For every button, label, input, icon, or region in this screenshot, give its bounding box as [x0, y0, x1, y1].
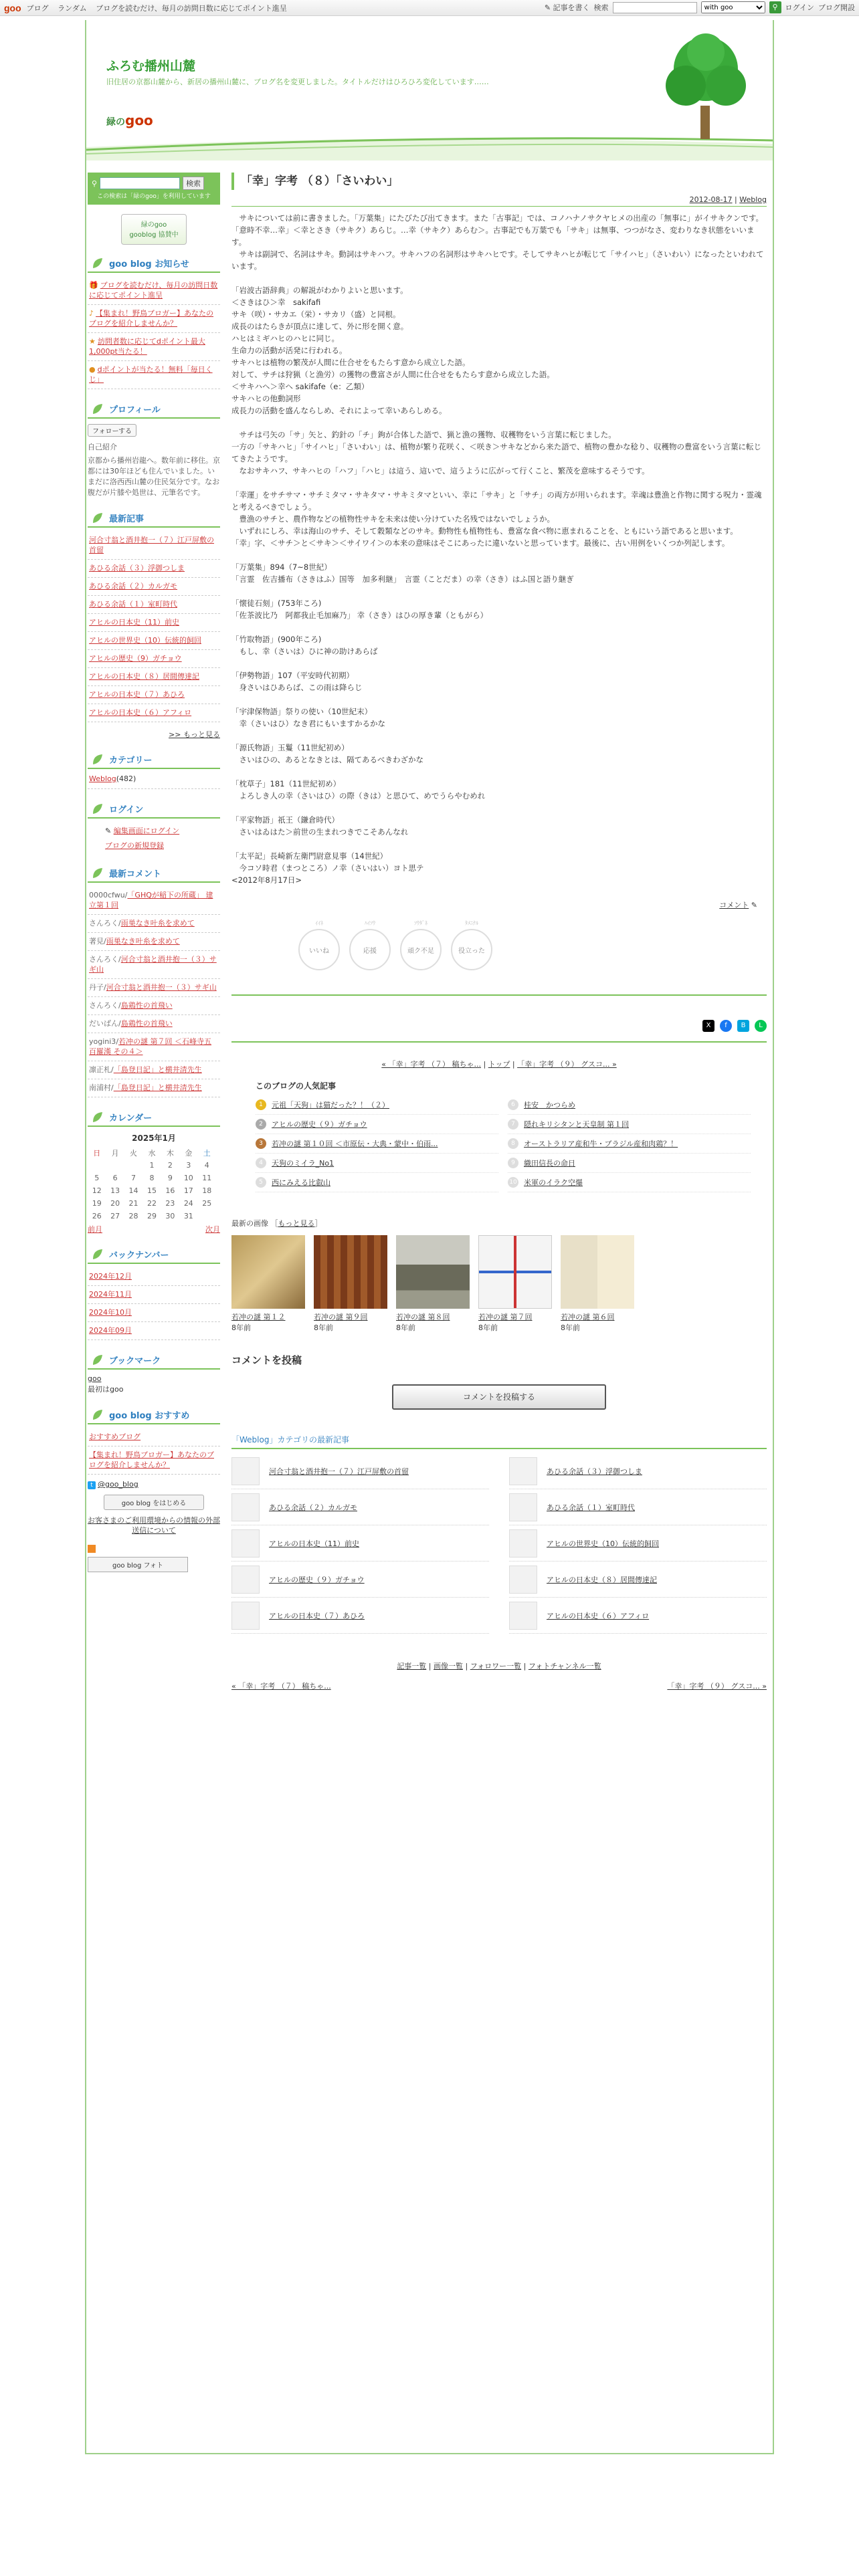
crown-icon: 1 [256, 1099, 266, 1110]
sidebar-search-button[interactable]: 検索 [183, 177, 204, 190]
recent-article-link[interactable]: アヒルの日本史（７）あひろ [88, 686, 220, 704]
bottom-next-post-link[interactable]: 「幸」字考 （９） グスコ... » [667, 1682, 767, 1691]
backnumber-link[interactable]: 2024年10月 [88, 1304, 220, 1322]
news-item[interactable]: ★ 訪問者数に応じてdポイント最大1,000pt当たる！ [88, 333, 220, 361]
twitter-icon: t [88, 1481, 96, 1489]
category-latest-item[interactable]: 河合寸翁と酒井抱一（７）江戸屏敷の首留 [231, 1453, 489, 1489]
image-list-link[interactable]: 画像一覧 [434, 1662, 464, 1671]
comment-item[interactable]: 南浦村/「島登日記」と横井清先生 [88, 1079, 220, 1097]
post-comment-heading: コメントを投稿 [231, 1354, 302, 1366]
comment-link-row [231, 899, 767, 910]
leaf-icon [90, 802, 105, 815]
news-heading: goo blog お知らせ [88, 254, 220, 273]
category-latest-item[interactable]: アヒルの日本史（８）居間傳達記 [509, 1562, 767, 1598]
post-meta: 2012-08-17 | Weblog [231, 195, 767, 207]
popular-item[interactable]: 5 西にみえる比叡山 [256, 1173, 498, 1192]
post-paragraph: 「宇津保物語」祭りの使い（10世紀末） 幸（さいはひ）なき君にもいますかるかな [231, 707, 385, 728]
latest-images-row [231, 1235, 767, 1333]
profile-heading: プロフィール [88, 400, 220, 419]
calendar-table: 日 月 火 水 木 金 土 1 2 3 4 5 6 7 8 9 10 11 12 13 14 15 16 17 18 19 20 21 22 23 24 25 26 27 28 29 30 31 [92, 1148, 212, 1220]
hatena-share-icon[interactable]: B [737, 1020, 749, 1032]
post-body [231, 212, 767, 886]
search-icon: ⚲ [92, 179, 98, 188]
category-latest-item[interactable]: あひる余話（１）室町時代 [509, 1489, 767, 1525]
image-card[interactable]: 若冲の謎 第６回 8年前 [561, 1235, 634, 1333]
latest-comments-section [88, 864, 220, 1097]
login-heading: ログイン [88, 800, 220, 819]
leaf-icon [90, 256, 105, 270]
document-icon [231, 1529, 260, 1558]
gift-icon: 🎁 [89, 281, 98, 290]
sidebar [88, 173, 220, 1583]
comment-item[interactable]: 丹子/河合寸翁と酒井抱一（３）サギ山 [88, 979, 220, 997]
coin-icon: ● [89, 365, 96, 374]
post-paragraph: 「幸運」をサチサマ・サチミタマ・サキタマ・サキミタマといい、幸に「サキ」と「サチ」の両方が用いられます。幸魂は豊漁と作物に関する呪力・霊魂と考えるべきでしょう。 豊漁のサチと、農作物などの植物性サキを未来は使い分けていた名残ではないでしょうか。 いずれにしろ、幸は海山のサチ、そして穀類などのサキ。動物性も植物性も、豊富な食べ物に恵まれることを、ともにいう語であると思います。 「幸」字、＜サチ＞と＜サキ＞＜サイワイ＞の本来の意味はそこにあったに違いないと思っています。最後に、古い用例をいくつか列記します。 [231, 490, 762, 548]
post-paragraph: 「万葉集」894（7~8世紀） 「言霊 佐吉播布（さきはふ）国等 加多利継」 言霊（ことだま）の幸（さき）はふ国と語り継ぎ [231, 562, 574, 584]
post-paragraph: 「平家物語」祇王（鎌倉時代） さいはゐはた＞前世の生まれつきでこそあんなれ [231, 815, 409, 837]
popular-item[interactable]: 9 織田信長の命日 [508, 1154, 751, 1173]
bookmark-heading: ブックマーク [88, 1351, 220, 1370]
topnav-random[interactable]: ランダム [58, 3, 87, 13]
goo-logo[interactable]: goo [4, 2, 21, 13]
profile-section [88, 400, 220, 498]
reaction-cheer[interactable]: ﾊｲｿｳ 応援 [349, 929, 391, 970]
topnav-blog[interactable]: ブログ [26, 3, 49, 13]
note-icon: ♪ [89, 309, 94, 318]
reaction-insufficient[interactable]: ｿｳﾀﾞﾈ 頑ク不足 [400, 929, 442, 970]
register-link[interactable]: ブログの新規登録 [105, 841, 164, 850]
reaction-like[interactable]: ｲｲﾈ いいね [298, 929, 340, 970]
news-section [88, 254, 220, 389]
latest-images-heading: 最新の画像 ［もっと見る］ [231, 1219, 322, 1228]
rank-icon: 6 [508, 1099, 518, 1110]
comment-item[interactable]: 著見/雨巣なき叶糸を求めて [88, 933, 220, 951]
post-paragraph: 「岩波古語辞典」の解説がわかりよいと思います。 ＜さきはひ＞幸 sakifafi サキ（咲）・サカエ（栄）・サカリ（盛）と同根。 成長のはたらきが頂点に達して、外に形を開く意。 ハヒはミギハヒのハヒに同じ。 生命力の活動が活発に行われる。 サキハヒは植物の繁茂が人間に仕合せをもたらす意から成立した語。 対して、サチは狩猟（と漁労）の獲物の豊富さが人間に仕合せをもたらす意から成立した語。 ＜サキハヘ＞幸へ sakifafe（e：乙類） サキハヒの他動詞形 成長力の活動を盛んならしめ、それによって幸いあらしめる。 [231, 286, 555, 415]
osusume-heading: goo blog おすすめ [88, 1406, 220, 1424]
more-articles-link[interactable]: >> もっと見る [169, 730, 220, 739]
edit-login-link[interactable]: ✎ 編集画面にログイン [105, 827, 180, 835]
search-scope-select[interactable] [701, 1, 765, 13]
sidebar-search [88, 173, 220, 205]
post-comment-button[interactable]: コメントを投稿する [392, 1384, 606, 1410]
popular-articles [256, 1080, 751, 1192]
osusume-link[interactable]: 【集まれ！野鳥ブロガー】あなたのブログを紹介しませんか？ [88, 1446, 220, 1475]
backnumber-link[interactable]: 2024年12月 [88, 1268, 220, 1286]
calendar-month: 2025年1月 [132, 1134, 176, 1143]
blog-title[interactable]: ふろむ播州山麓 [106, 59, 196, 74]
bottom-prev-post-link[interactable]: « 「幸」字考 （７） 稿ちゃ... [231, 1682, 331, 1691]
comment-item[interactable]: 0000cfwu/「GHQが稲下の所蔵」 建立第１回 [88, 887, 220, 915]
document-icon [509, 1566, 537, 1594]
next-post-link[interactable]: 「幸」字考 （９） グスコ... » [517, 1060, 617, 1069]
photo-channel-list-link[interactable]: フォトチャンネル一覧 [528, 1662, 601, 1671]
image-card[interactable]: 若冲の謎 第１２ 8年前 [231, 1235, 305, 1333]
more-images-link[interactable]: もっと見る [278, 1219, 315, 1228]
blog-header [86, 20, 773, 165]
facebook-share-icon[interactable]: f [720, 1020, 732, 1032]
recent-article-link[interactable]: 河合寸翁と酒井抱一（７）江戸屏敷の首留 [88, 532, 220, 560]
calendar-heading: カレンダー [88, 1108, 220, 1127]
post-paragraph: 「太平記」長崎新左衛門尉意見事（14世紀） 今コソ時君（まつところ）ノ幸（さいはい）ヨト思テ <2012年8月17日> [231, 851, 424, 885]
recent-article-link[interactable]: アヒルの世界史（10）伝統的飼回 [88, 632, 220, 650]
share-buttons [231, 1020, 767, 1032]
image-thumbnail [231, 1235, 305, 1309]
image-card[interactable]: 若冲の謎 第８回 8年前 [396, 1235, 470, 1333]
search-note: この検索は「緑のgoo」を利用しています [97, 193, 211, 200]
document-icon [509, 1493, 537, 1521]
rank-icon: 5 [256, 1177, 266, 1188]
backnumber-link[interactable]: 2024年11月 [88, 1286, 220, 1304]
comment-item[interactable]: さんろく/河合寸翁と酒井抱一（３）サギ山 [88, 951, 220, 979]
bottom-links: 記事一覧 | 画像一覧 | フォロワー一覧 | フォトチャンネル一覧 [397, 1662, 601, 1671]
leaf-icon [90, 511, 105, 524]
category-item-weblog[interactable]: Weblog(482) [88, 769, 220, 789]
leaf-icon [90, 1110, 105, 1123]
leaf-icon [90, 402, 105, 415]
post-paragraph: 「竹取物語」(900年ころ) もし、幸（さいは）ひに神の助けあらば [231, 635, 378, 656]
image-card[interactable]: 若冲の謎 第９回 8年前 [314, 1235, 387, 1333]
calendar-prev-link[interactable]: 前月 [88, 1225, 102, 1234]
write-article-link[interactable]: ✎ 記事を書く [544, 3, 590, 12]
blog-start-link[interactable]: ブログ開設 [818, 3, 855, 12]
image-thumbnail [478, 1235, 552, 1309]
post-paragraph: 「源氏物語」玉鬘（11世紀初め） さいはひの、あるとなきとは、隔てあるべきわざかな [231, 743, 424, 764]
comment-item[interactable]: さんろく/島鶏性の首飛い [88, 997, 220, 1015]
recent-article-link[interactable]: あひる余話（１）室町時代 [88, 596, 220, 614]
crown-icon: 2 [256, 1119, 266, 1130]
post-paragraph: サチは弓矢の「サ」矢と、釣針の「チ」鉤が合体した語で、猟と漁の獲物、収穫物をいう言葉に転じました。 一方の「サキハヒ」「サイハヒ」「さいわい」は、植物が繁り花咲く、＜咲き＞サキなどから来た語で、植物の豊かな稔り、収穫物の豊富をいう言葉に転じてきたようです。 なおサキハフ、サキハヒの「ハフ」「ハヒ」は這う、這いで、這うように広がって行くこと、繁茂を意味するそうです。 [231, 430, 761, 475]
recent-article-link[interactable]: アヒルの歴史（9）ガチョウ [88, 650, 220, 668]
category-section [88, 750, 220, 789]
category-latest-item[interactable]: アヒルの世界史（10）伝統的飼回 [509, 1525, 767, 1562]
reaction-helpful[interactable]: ﾀﾒﾆﾅﾙ 役立った [451, 929, 492, 970]
leaf-icon [90, 866, 105, 879]
category-latest-item[interactable]: アヒルの歴史（９）ガチョウ [231, 1562, 489, 1598]
popular-title: このブログの人気記事 [256, 1081, 337, 1091]
image-thumbnail [314, 1235, 387, 1309]
category-latest-heading: 「Weblog」カテゴリの最新記事 [231, 1434, 767, 1449]
backnumber-heading: バックナンバー [88, 1245, 220, 1264]
popular-item[interactable]: 10 米軍のイラク空爆 [508, 1173, 751, 1192]
document-icon [509, 1602, 537, 1630]
image-card[interactable]: 若冲の謎 第７回 8年前 [478, 1235, 552, 1333]
osusume-section [88, 1406, 220, 1572]
leaf-icon [90, 1247, 105, 1261]
category-latest-item[interactable]: アヒルの日本史（７）あひろ [231, 1598, 489, 1634]
blog-description: 旧住居の京都山麓から、新居の播州山麓に、ブログ名を変更しました。タイトルだけはひろひろ変化しています…… [106, 78, 489, 86]
sidebar-search-input[interactable] [100, 177, 180, 189]
rank-icon: 4 [256, 1158, 266, 1168]
comments-heading: 最新コメント [88, 864, 220, 883]
recent-heading: 最新記事 [88, 509, 220, 528]
pencil-icon[interactable]: ✎ [751, 901, 757, 909]
follow-button[interactable]: フォローする [88, 424, 136, 437]
external-transmission-notice[interactable]: お客さまのご利用環境からの情報の外部送信について [88, 1516, 220, 1535]
bookmark-link[interactable]: goo [88, 1374, 102, 1383]
post-date[interactable]: 2012-08-17 [689, 195, 733, 204]
leaf-icon [90, 1408, 105, 1421]
leaf-icon [90, 1353, 105, 1366]
recent-articles-section [88, 509, 220, 740]
article-list-link[interactable]: 記事一覧 [397, 1662, 427, 1671]
comment-item[interactable]: だいばん/島鶏性の首飛い [88, 1015, 220, 1033]
pencil-icon: ✎ [105, 827, 114, 835]
calendar-section [88, 1108, 220, 1235]
profile-text: 京都から播州岩龍へ。数年前に移住。京都には30年ほども住んでいました。いまだに洛西西山麓の住民気分です。なお腹だが片膝や処世は、元筆名です。 [88, 456, 220, 497]
reaction-buttons [298, 920, 767, 970]
category-latest-item[interactable]: あひる余話（２）カルガモ [231, 1489, 489, 1525]
backnumber-section [88, 1245, 220, 1340]
profile-label: 自己紹介 [88, 443, 117, 451]
post-paragraph: 「枕草子」181（11世紀初め） よろしき人の幸（さいはひ）の際（きは）と思ひて、めでうらやむめれ [231, 779, 486, 800]
news-item[interactable]: ● dポイントが当たる！無料「毎日くじ」 [88, 361, 220, 389]
main-content [231, 173, 767, 1691]
document-icon [231, 1457, 260, 1485]
news-item[interactable]: ♪ 【集まれ！野鳥ブロガー】あなたのブログを紹介しませんか？ [88, 305, 220, 333]
star-icon: ★ [89, 337, 96, 346]
document-icon [231, 1566, 260, 1594]
midori-goo-banner[interactable]: 緑のgoo gooblog 協賛中 [121, 214, 187, 245]
post-pager: « 「幸」字考 （７） 稿ちゃ... | トップ | 「幸」字考 （９） グスコ... » [381, 1060, 617, 1069]
comment-item[interactable]: yogini3/若冲の謎 第７回 ＜石峰寺五百羅漢 その４＞ [88, 1033, 220, 1061]
rank-icon: 8 [508, 1138, 518, 1149]
recent-article-link[interactable]: あひる余話（２）カルガモ [88, 578, 220, 596]
top-link[interactable]: トップ [488, 1060, 510, 1069]
follower-list-link[interactable]: フォロワー一覧 [470, 1662, 522, 1671]
category-latest-item[interactable]: あひる余話（３）浮御つしま [509, 1453, 767, 1489]
category-latest-list [231, 1453, 767, 1634]
popular-item[interactable]: 3 若冲の謎 第１０回 ＜市原伝・大典・蒙中・伯雨... [256, 1134, 498, 1154]
login-section [88, 800, 220, 853]
tree-illustration [659, 32, 753, 146]
x-share-icon[interactable]: X [702, 1020, 714, 1032]
post-paragraph: サキについては前に書きました。「万葉集」にたびたび出てきます。また「古事記」では、コノハナノサクヤヒメの出産の「無事に」がイサキクンです。「意時不幸…幸」＜幸とさき（サキク）あらじ。…幸（サキク）あらむ＞。古事記でも万葉でも「サキ」は無事、つつがなさ、変わりなき状態をいいます。 サキは副詞で、名詞はサキ。動詞はサキハフ。サキハフの名詞形はサキハヒです。そしてサキハヒが転じて「サイハヒ」（さいわい）になったといわれています。 [231, 213, 764, 271]
calendar-next-link[interactable]: 次月 [205, 1225, 220, 1234]
popular-item[interactable]: 2 アヒルの歴史（９）ガチョウ [256, 1115, 498, 1134]
rank-icon: 7 [508, 1119, 518, 1130]
crown-icon: 3 [256, 1138, 266, 1149]
divider [231, 994, 767, 996]
document-icon [231, 1493, 260, 1521]
popular-item[interactable]: 6 桂安 かつらめ [508, 1095, 751, 1115]
post-title[interactable]: 「幸」字考 （８）「さいわい」 [231, 173, 767, 190]
twitter-link[interactable]: t @goo_blog [88, 1480, 220, 1489]
goo-blog-photo-badge[interactable]: goo blog フォト [88, 1557, 188, 1572]
document-icon [509, 1457, 537, 1485]
search-label: 検索 [593, 3, 609, 12]
rss-icon[interactable] [88, 1545, 96, 1553]
recent-article-link[interactable]: あひる余話（３）浮御つしま [88, 560, 220, 578]
backnumber-link[interactable]: 2024年09月 [88, 1322, 220, 1340]
image-thumbnail [396, 1235, 470, 1309]
calendar [88, 1132, 220, 1235]
osusume-link[interactable]: おすすめブログ [88, 1428, 220, 1446]
bottom-pager [231, 1681, 767, 1691]
popular-item[interactable]: 8 オーストラリア産和牛・ブラジル産和肉鶏？！ [508, 1134, 751, 1154]
document-icon [231, 1602, 260, 1630]
document-icon [509, 1529, 537, 1558]
category-latest-item[interactable]: アヒルの日本史（11）前史 [231, 1525, 489, 1562]
topnav-points[interactable]: ブログを読むだけ、毎月の訪問日数に応じてポイント進呈 [96, 3, 287, 13]
goo-topbar [0, 0, 859, 16]
midori-goo-logo[interactable]: 緑のgoo [106, 112, 153, 128]
comment-item[interactable]: さんろく/雨巣なき叶糸を求めて [88, 915, 220, 933]
comment-link[interactable]: コメント [719, 901, 749, 909]
top-search-input[interactable] [613, 2, 697, 13]
login-link[interactable]: ログイン [785, 3, 814, 12]
recent-article-link[interactable]: アヒルの日本史（６）アフィロ [88, 704, 220, 722]
divider [231, 1041, 767, 1043]
line-share-icon[interactable]: L [755, 1020, 767, 1032]
bookmark-section [88, 1351, 220, 1395]
recent-article-link[interactable]: アヒルの日本史（８）居間傳達記 [88, 668, 220, 686]
post-paragraph: 「伊勢物語」107（平安時代初期） 身さいはひあらば、この雨は降らじ [231, 671, 363, 692]
post-category[interactable]: Weblog [739, 195, 767, 204]
rank-icon: 9 [508, 1158, 518, 1168]
category-heading: カテゴリー [88, 750, 220, 769]
leaf-icon [90, 752, 105, 766]
image-thumbnail [561, 1235, 634, 1309]
rank-icon: 10 [508, 1177, 518, 1188]
post-paragraph: 「懐徒石刻」(753年ころ) 「佐茶波比乃 阿都我止毛加麻乃」 幸（さき）はひの厚き輩（ともがら） [231, 599, 488, 620]
bookmark-link[interactable]: 最初はgoo [88, 1385, 124, 1394]
recent-article-link[interactable]: アヒルの日本史（11）前史 [88, 614, 220, 632]
prev-post-link[interactable]: « 「幸」字考 （７） 稿ちゃ... [381, 1060, 482, 1069]
blog-frame [85, 20, 774, 2454]
popular-item[interactable]: 4 天狗のミイラ_No1 [256, 1154, 498, 1173]
popular-item[interactable]: 7 隠れキリシタンと天皇制 第１回 [508, 1115, 751, 1134]
comment-item[interactable]: 凛正札/「島登日記」と横井清先生 [88, 1061, 220, 1079]
category-latest-item[interactable]: アヒルの日本史（６）アフィロ [509, 1598, 767, 1634]
top-search-button[interactable]: ⚲ [769, 1, 781, 13]
news-item[interactable]: 🎁 ブログを読むだけ、毎月の訪問日数に応じてポイント進呈 [88, 277, 220, 305]
popular-item[interactable]: 1 元祖「天狗」は猫だった？！（２） [256, 1095, 498, 1115]
start-goo-blog-button[interactable]: goo blog をはじめる [104, 1495, 204, 1510]
